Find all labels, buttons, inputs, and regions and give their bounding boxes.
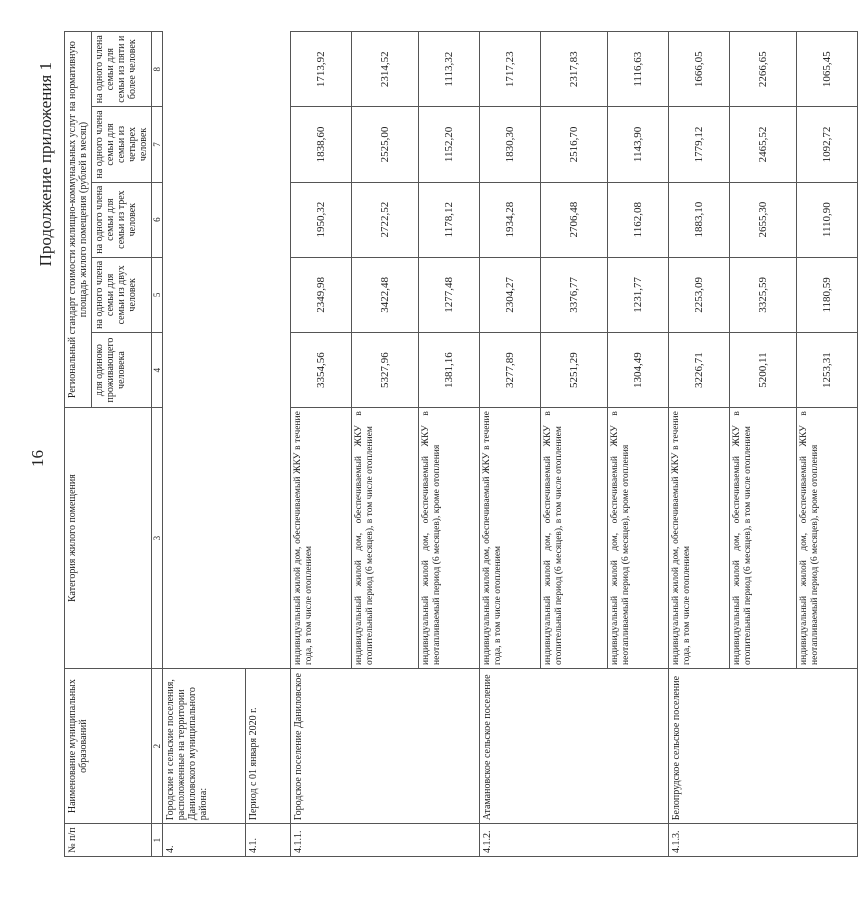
row-number: 4.1.3.: [669, 824, 858, 857]
header-category: Категория жилого помещения: [65, 408, 152, 669]
row-value: 5200,11: [730, 332, 797, 407]
index-cell: 4: [152, 332, 163, 407]
row-value: 1950,32: [291, 182, 352, 257]
row-value: 1162,08: [608, 182, 669, 257]
section-number: 4.: [163, 824, 246, 857]
index-cell: 7: [152, 107, 163, 182]
header-sub-2: на одного члена семьи для семьи из двух человек: [92, 257, 152, 332]
continuation-title: Продолжение приложения 1: [36, 62, 55, 267]
row-category: индивидуальный жилой дом, обеспечиваемый ЖКУ в отопительный период (6 месяцев), в том числе отоплением: [730, 408, 797, 669]
row-number: 4.1.2.: [480, 824, 669, 857]
row-value: 1113,32: [419, 32, 480, 107]
index-cell: 1: [152, 824, 163, 857]
row-category: индивидуальный жилой дом, обеспечиваемый ЖКУ в течение года, в том числе отоплением: [669, 408, 730, 669]
header-sub-4: на одного члена семьи для семьи из четырех человек: [92, 107, 152, 182]
header-standard: Региональный стандарт стоимости жилищно-коммунальных услуг на нормативную площадь жилого помещения (рублей в месяц): [65, 32, 92, 408]
page-number: 16: [28, 450, 47, 467]
row-municipality: Городское поселение Даниловское: [291, 668, 480, 823]
index-cell: 8: [152, 32, 163, 107]
header-sub-3: на одного члена семьи для семьи из трех человек: [92, 182, 152, 257]
header-number: № п/п: [65, 824, 152, 857]
row-value: 3325,59: [730, 257, 797, 332]
table-row: [480, 32, 541, 857]
row-value: 1838,60: [291, 107, 352, 182]
row-value: 1231,77: [608, 257, 669, 332]
row-municipality: Атамановское сельское поселение: [480, 668, 669, 823]
row-value: 2722,52: [352, 182, 419, 257]
index-cell: 3: [152, 408, 163, 669]
row-value: 3354,56: [291, 332, 352, 407]
row-value: 1110,90: [797, 182, 858, 257]
row-value: 1666,05: [669, 32, 730, 107]
row-value: 1143,90: [608, 107, 669, 182]
header-sub-5: на одного члена семьи для семьи из пяти и более человек: [92, 32, 152, 107]
row-value: 1253,31: [797, 332, 858, 407]
row-category: индивидуальный жилой дом, обеспечиваемый ЖКУ в отопительный период (6 месяцев), в том числе отоплением: [541, 408, 608, 669]
row-value: 3376,77: [541, 257, 608, 332]
row-value: 1779,12: [669, 107, 730, 182]
row-value: 2266,65: [730, 32, 797, 107]
row-value: 5251,29: [541, 332, 608, 407]
index-cell: 6: [152, 182, 163, 257]
row-category: индивидуальный жилой дом, обеспечиваемый ЖКУ в течение года, в том числе отоплением: [291, 408, 352, 669]
row-value: 1381,16: [419, 332, 480, 407]
section-title: Городские и сельские поселения, расположенные на территории Даниловского муниципального района:: [163, 668, 246, 823]
row-number: 4.1.1.: [291, 824, 480, 857]
row-value: 1277,48: [419, 257, 480, 332]
row-value: 2349,98: [291, 257, 352, 332]
row-value: 2465,52: [730, 107, 797, 182]
row-value: 1116,63: [608, 32, 669, 107]
index-cell: 5: [152, 257, 163, 332]
row-value: 2516,70: [541, 107, 608, 182]
row-value: 5327,96: [352, 332, 419, 407]
table-row: [291, 32, 352, 857]
row-value: 2655,30: [730, 182, 797, 257]
period-number: 4.1.: [246, 824, 291, 857]
row-value: 2253,09: [669, 257, 730, 332]
row-value: 2314,52: [352, 32, 419, 107]
row-value: 1092,72: [797, 107, 858, 182]
row-category: индивидуальный жилой дом, обеспечиваемый ЖКУ в неотапливаемый период (6 месяцев), кроме отопления: [608, 408, 669, 669]
index-cell: 2: [152, 668, 163, 823]
period-title: Период с 01 января 2020 г.: [246, 668, 291, 823]
row-value: 1830,30: [480, 107, 541, 182]
row-value: 2525,00: [352, 107, 419, 182]
row-value: 2706,48: [541, 182, 608, 257]
row-value: 2317,83: [541, 32, 608, 107]
header-sub-1: для одиноко проживающего человека: [92, 332, 152, 407]
header-municipality: Наименование муниципальных образований: [65, 668, 152, 823]
row-value: 3422,48: [352, 257, 419, 332]
table-row: [669, 32, 730, 857]
row-value: 1065,45: [797, 32, 858, 107]
standards-table: [64, 31, 858, 857]
row-value: 1717,23: [480, 32, 541, 107]
row-value: 3226,71: [669, 332, 730, 407]
row-value: 1180,59: [797, 257, 858, 332]
row-category: индивидуальный жилой дом, обеспечиваемый ЖКУ в неотапливаемый период (6 месяцев), кроме отопления: [797, 408, 858, 669]
row-category: индивидуальный жилой дом, обеспечиваемый ЖКУ в течение года, в том числе отоплением: [480, 408, 541, 669]
row-value: 1883,10: [669, 182, 730, 257]
row-value: 2304,27: [480, 257, 541, 332]
row-value: 1304,49: [608, 332, 669, 407]
row-category: индивидуальный жилой дом, обеспечиваемый ЖКУ в отопительный период (6 месяцев), в том числе отоплением: [352, 408, 419, 669]
row-value: 1152,20: [419, 107, 480, 182]
row-value: 1713,92: [291, 32, 352, 107]
row-value: 1178,12: [419, 182, 480, 257]
row-municipality: Белопрудское сельское поселение: [669, 668, 858, 823]
row-category: индивидуальный жилой дом, обеспечиваемый ЖКУ в неотапливаемый период (6 месяцев), кроме отопления: [419, 408, 480, 669]
row-value: 1934,28: [480, 182, 541, 257]
row-value: 3277,89: [480, 332, 541, 407]
